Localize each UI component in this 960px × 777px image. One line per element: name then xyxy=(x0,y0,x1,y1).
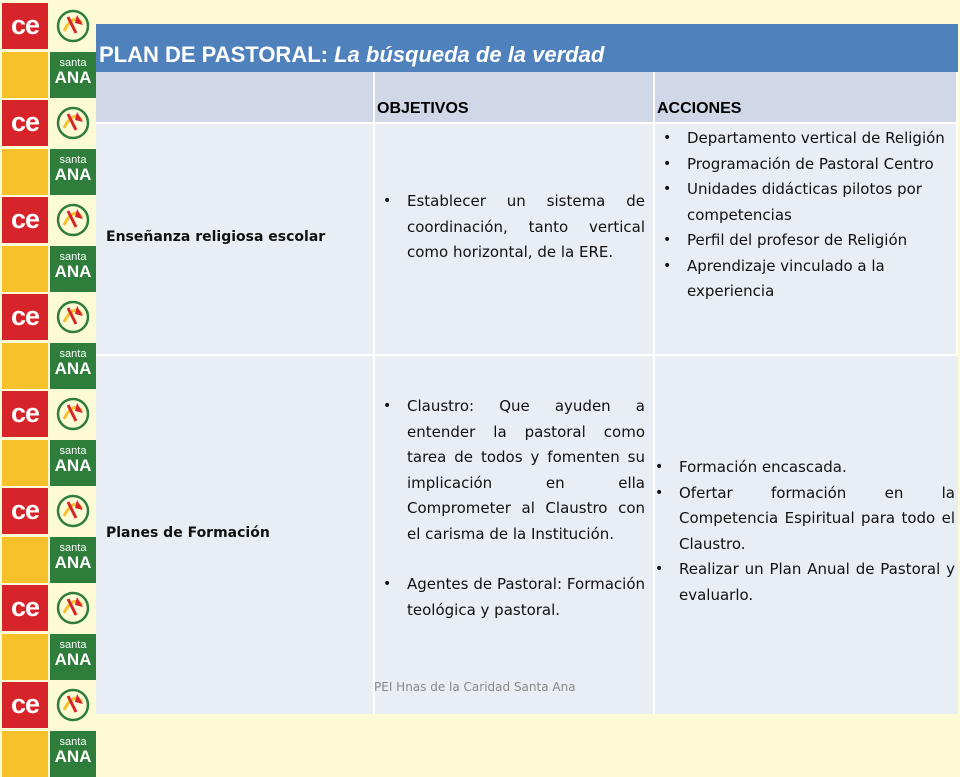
yellow-square xyxy=(2,440,48,486)
santa-ana-logo: santa ANA xyxy=(50,343,96,389)
list-item: • Departamento vertical de Religión xyxy=(657,126,955,152)
yellow-square xyxy=(2,343,48,389)
ce-logo: ce xyxy=(2,294,48,340)
list-item: • Aprendizaje vinculado a la experiencia xyxy=(657,254,955,305)
list-item: • Programación de Pastoral Centro xyxy=(657,152,955,178)
yellow-square xyxy=(2,52,48,98)
row1-acciones-list xyxy=(657,126,955,305)
emblem-icon xyxy=(50,682,96,728)
header-acciones: ACCIONES xyxy=(657,100,742,117)
row2-objetivos-list xyxy=(377,394,645,623)
logo-strip xyxy=(0,0,96,766)
yellow-square xyxy=(2,246,48,292)
ce-logo: ce xyxy=(2,391,48,437)
yellow-square xyxy=(2,537,48,583)
page-title xyxy=(96,24,958,72)
footer-text: PEI Hnas de la Caridad Santa Ana xyxy=(374,680,576,694)
row2-acciones-list xyxy=(649,455,955,608)
list-item: • Unidades didácticas pilotos por competencias xyxy=(657,177,955,228)
title-subtitle: La búsqueda de la verdad xyxy=(334,42,605,67)
emblem-icon xyxy=(50,3,96,49)
row1-objetivos-cell xyxy=(375,124,655,356)
row2-label-cell xyxy=(96,356,375,714)
santa-ana-logo: santa ANA xyxy=(50,537,96,583)
emblem-icon xyxy=(50,391,96,437)
emblem-icon xyxy=(50,294,96,340)
row2-label: Planes de Formación xyxy=(106,525,270,541)
ce-logo: ce xyxy=(2,3,48,49)
ce-logo: ce xyxy=(2,488,48,534)
header-objetivos: OBJETIVOS xyxy=(377,100,469,117)
emblem-icon xyxy=(50,100,96,146)
list-item: • Ofertar formación en la Competencia Espiritual para todo el Claustro. xyxy=(649,481,955,558)
santa-ana-logo: santa ANA xyxy=(50,440,96,486)
list-item: • Formación encascada. xyxy=(649,455,955,481)
santa-ana-logo: santa ANA xyxy=(50,52,96,98)
emblem-icon xyxy=(50,488,96,534)
list-item: • Realizar un Plan Anual de Pastoral y evaluarlo. xyxy=(649,557,955,608)
row2-acciones-cell xyxy=(655,356,958,714)
list-item: • Perfil del profesor de Religión xyxy=(657,228,955,254)
list-item: • Agentes de Pastoral: Formación teológica y pastoral. xyxy=(377,572,645,623)
header-cell-objetivos xyxy=(375,72,655,124)
emblem-icon xyxy=(50,197,96,243)
ce-logo: ce xyxy=(2,100,48,146)
santa-ana-logo: santa ANA xyxy=(50,731,96,777)
row1-acciones-cell xyxy=(655,124,958,356)
header-cell-acciones xyxy=(655,72,958,124)
row2-objetivos-cell xyxy=(375,356,655,714)
emblem-icon xyxy=(50,585,96,631)
santa-ana-logo: santa ANA xyxy=(50,634,96,680)
row1-objetivos-list xyxy=(377,189,645,266)
pastoral-table xyxy=(96,72,958,714)
ce-logo: ce xyxy=(2,197,48,243)
ce-logo: ce xyxy=(2,585,48,631)
list-item: • Claustro: Que ayuden a entender la pastoral como tarea de todos y fomenten su implicación en ella Comprometer al Claustro con el carisma de la Institución. xyxy=(377,394,645,547)
header-cell-empty xyxy=(96,72,375,124)
ce-logo: ce xyxy=(2,682,48,728)
list-item: • Establecer un sistema de coordinación, tanto vertical como horizontal, de la ERE. xyxy=(377,189,645,266)
santa-ana-logo: santa ANA xyxy=(50,149,96,195)
yellow-square xyxy=(2,149,48,195)
santa-ana-logo: santa ANA xyxy=(50,246,96,292)
row1-label-cell xyxy=(96,124,375,356)
yellow-square xyxy=(2,731,48,777)
yellow-square xyxy=(2,634,48,680)
title-main: PLAN DE PASTORAL: xyxy=(99,42,328,67)
row1-label: Enseñanza religiosa escolar xyxy=(106,229,326,245)
